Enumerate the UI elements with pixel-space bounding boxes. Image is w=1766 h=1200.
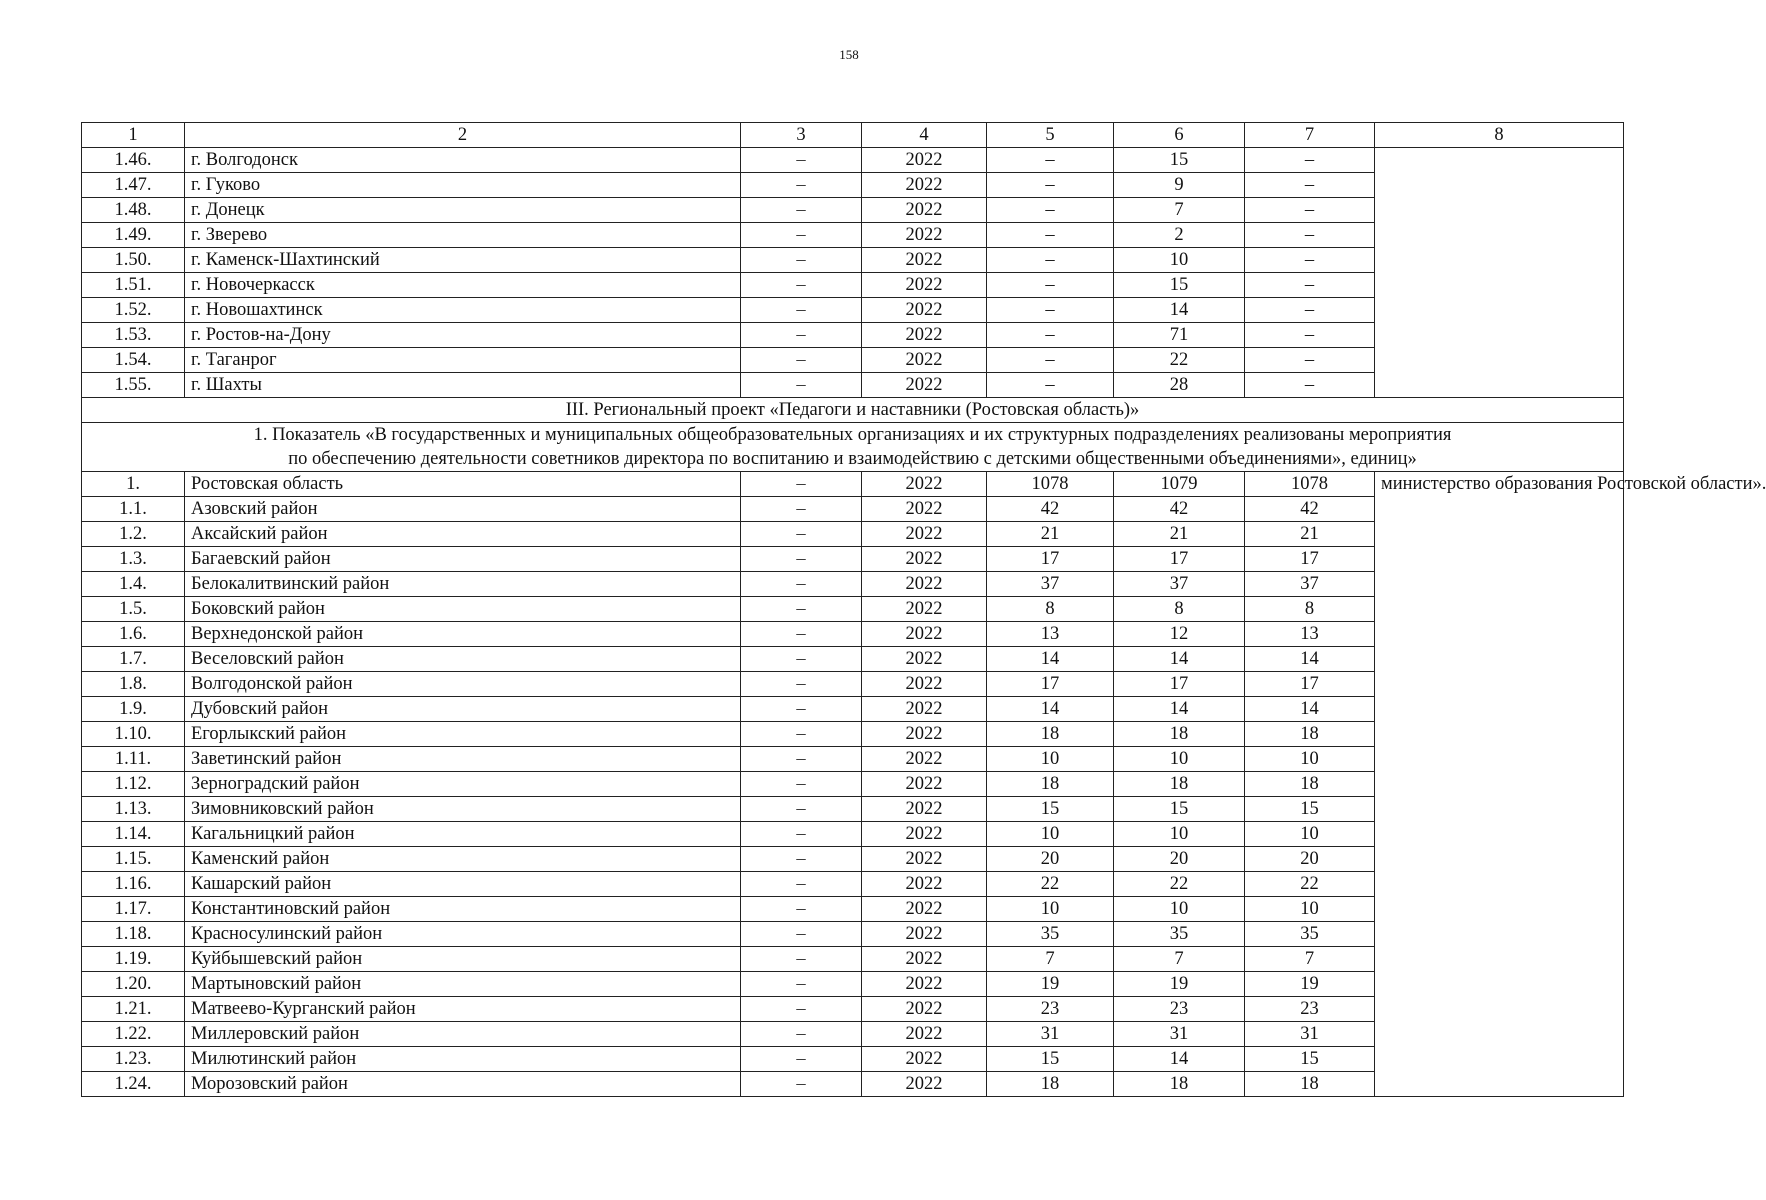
value-col-7-cell: 35 — [1245, 922, 1375, 947]
value-col-3-cell: – — [741, 373, 862, 398]
row-number-cell: 1.11. — [82, 747, 185, 772]
territory-name-cell: г. Шахты — [185, 373, 741, 398]
value-col-3-cell: – — [741, 972, 862, 997]
territory-name-cell: Боковский район — [185, 597, 741, 622]
value-col-6-cell: 37 — [1114, 572, 1245, 597]
value-col-5-cell: – — [987, 223, 1114, 248]
page-number: 158 — [839, 47, 859, 62]
value-col-7-cell: 37 — [1245, 572, 1375, 597]
value-col-5-cell: 21 — [987, 522, 1114, 547]
value-col-5-cell: 42 — [987, 497, 1114, 522]
value-col-6-cell: 28 — [1114, 373, 1245, 398]
row-number-cell: 1.20. — [82, 972, 185, 997]
value-col-5-cell: 10 — [987, 897, 1114, 922]
value-col-7-cell: 42 — [1245, 497, 1375, 522]
value-col-3-cell: – — [741, 497, 862, 522]
territory-name-cell: Кагальницкий район — [185, 822, 741, 847]
value-col-6-cell: 15 — [1114, 273, 1245, 298]
value-col-3-cell: – — [741, 198, 862, 223]
value-col-3-cell: – — [741, 722, 862, 747]
value-col-6-cell: 12 — [1114, 622, 1245, 647]
value-col-5-cell: – — [987, 373, 1114, 398]
territory-name-cell: г. Ростов-на-Дону — [185, 323, 741, 348]
territory-name-cell: Зимовниковский район — [185, 797, 741, 822]
row-number-cell: 1.1. — [82, 497, 185, 522]
year-cell: 2022 — [862, 472, 987, 497]
value-col-3-cell: – — [741, 897, 862, 922]
territory-name-cell: г. Гуково — [185, 173, 741, 198]
value-col-5-cell: 18 — [987, 1072, 1114, 1097]
value-col-5-cell: 14 — [987, 697, 1114, 722]
value-col-5-cell: 19 — [987, 972, 1114, 997]
value-col-6-cell: 8 — [1114, 597, 1245, 622]
value-col-5-cell: 18 — [987, 772, 1114, 797]
row-number-cell: 1.23. — [82, 1047, 185, 1072]
territory-name-cell: Аксайский район — [185, 522, 741, 547]
value-col-3-cell: – — [741, 1022, 862, 1047]
value-col-7-cell: 10 — [1245, 822, 1375, 847]
row-number-cell: 1.5. — [82, 597, 185, 622]
row-number-cell: 1.15. — [82, 847, 185, 872]
territory-name-cell: Веселовский район — [185, 647, 741, 672]
row-number-cell: 1. — [82, 472, 185, 497]
value-col-5-cell: 17 — [987, 672, 1114, 697]
value-col-7-cell: 1078 — [1245, 472, 1375, 497]
value-col-7-cell: 17 — [1245, 672, 1375, 697]
value-col-3-cell: – — [741, 148, 862, 173]
year-cell: 2022 — [862, 148, 987, 173]
territory-name-cell: Зерноградский район — [185, 772, 741, 797]
value-col-6-cell: 7 — [1114, 198, 1245, 223]
value-col-5-cell: 8 — [987, 597, 1114, 622]
value-col-6-cell: 35 — [1114, 922, 1245, 947]
year-cell: 2022 — [862, 547, 987, 572]
territory-name-cell: Куйбышевский район — [185, 947, 741, 972]
value-col-7-cell: 20 — [1245, 847, 1375, 872]
territory-name-cell: Ростовская область — [185, 472, 741, 497]
value-col-3-cell: – — [741, 348, 862, 373]
value-col-7-cell: 8 — [1245, 597, 1375, 622]
section-title: III. Региональный проект «Педагоги и наставники (Ростовская область)» — [82, 398, 1624, 423]
row-number-cell: 1.18. — [82, 922, 185, 947]
value-col-6-cell: 31 — [1114, 1022, 1245, 1047]
value-col-3-cell: – — [741, 797, 862, 822]
value-col-6-cell: 10 — [1114, 248, 1245, 273]
value-col-6-cell: 14 — [1114, 647, 1245, 672]
value-col-6-cell: 1079 — [1114, 472, 1245, 497]
value-col-5-cell: 35 — [987, 922, 1114, 947]
territory-name-cell: г. Новочеркасск — [185, 273, 741, 298]
value-col-6-cell: 14 — [1114, 1047, 1245, 1072]
row-number-cell: 1.8. — [82, 672, 185, 697]
value-col-7-cell: 18 — [1245, 772, 1375, 797]
row-number-cell: 1.52. — [82, 298, 185, 323]
value-col-7-cell: 13 — [1245, 622, 1375, 647]
value-col-6-cell: 10 — [1114, 747, 1245, 772]
value-col-3-cell: – — [741, 273, 862, 298]
territory-name-cell: Матвеево-Курганский район — [185, 997, 741, 1022]
year-cell: 2022 — [862, 622, 987, 647]
value-col-6-cell: 18 — [1114, 772, 1245, 797]
year-cell: 2022 — [862, 822, 987, 847]
value-col-3-cell: – — [741, 173, 862, 198]
value-col-3-cell: – — [741, 522, 862, 547]
year-cell: 2022 — [862, 697, 987, 722]
row-number-cell: 1.17. — [82, 897, 185, 922]
value-col-6-cell: 15 — [1114, 148, 1245, 173]
territory-name-cell: г. Каменск-Шахтинский — [185, 248, 741, 273]
territory-name-cell: г. Волгодонск — [185, 148, 741, 173]
column-number-header: 8 — [1375, 123, 1624, 148]
value-col-6-cell: 17 — [1114, 672, 1245, 697]
value-col-7-cell: 22 — [1245, 872, 1375, 897]
indicator-title-line-2: по обеспечению деятельности советников директора по воспитанию и взаимодействию с детскими общественными объединениями», единиц» — [288, 449, 1417, 469]
value-col-7-cell: 14 — [1245, 697, 1375, 722]
value-col-7-cell: – — [1245, 348, 1375, 373]
value-col-7-cell: 21 — [1245, 522, 1375, 547]
year-cell: 2022 — [862, 922, 987, 947]
value-col-7-cell: – — [1245, 248, 1375, 273]
value-col-5-cell: 37 — [987, 572, 1114, 597]
value-col-6-cell: 18 — [1114, 722, 1245, 747]
value-col-7-cell: – — [1245, 223, 1375, 248]
value-col-3-cell: – — [741, 298, 862, 323]
year-cell: 2022 — [862, 173, 987, 198]
value-col-7-cell: – — [1245, 323, 1375, 348]
value-col-7-cell: – — [1245, 373, 1375, 398]
value-col-7-cell: 15 — [1245, 1047, 1375, 1072]
year-cell: 2022 — [862, 497, 987, 522]
value-col-5-cell: 14 — [987, 647, 1114, 672]
territory-name-cell: Азовский район — [185, 497, 741, 522]
value-col-7-cell: 23 — [1245, 997, 1375, 1022]
row-number-cell: 1.24. — [82, 1072, 185, 1097]
row-number-cell: 1.4. — [82, 572, 185, 597]
year-cell: 2022 — [862, 298, 987, 323]
row-number-cell: 1.55. — [82, 373, 185, 398]
indicator-title-line-1: 1. Показатель «В государственных и муниципальных общеобразовательных организациях и их структурных подразделениях реализованы мероприятия — [253, 425, 1452, 445]
section-row — [82, 398, 1624, 423]
column-number-header: 3 — [741, 123, 862, 148]
row-number-cell: 1.12. — [82, 772, 185, 797]
year-cell: 2022 — [862, 772, 987, 797]
value-col-6-cell: 14 — [1114, 298, 1245, 323]
value-col-3-cell: – — [741, 772, 862, 797]
territory-name-cell: г. Таганрог — [185, 348, 741, 373]
value-col-3-cell: – — [741, 1047, 862, 1072]
row-number-cell: 1.14. — [82, 822, 185, 847]
value-col-6-cell: 19 — [1114, 972, 1245, 997]
value-col-7-cell: – — [1245, 298, 1375, 323]
value-col-3-cell: – — [741, 847, 862, 872]
value-col-5-cell: – — [987, 173, 1114, 198]
value-col-5-cell: – — [987, 273, 1114, 298]
value-col-7-cell: – — [1245, 198, 1375, 223]
value-col-5-cell: 15 — [987, 797, 1114, 822]
row-number-cell: 1.2. — [82, 522, 185, 547]
territory-name-cell: Егорлыкский район — [185, 722, 741, 747]
value-col-6-cell: 18 — [1114, 1072, 1245, 1097]
value-col-5-cell: 10 — [987, 822, 1114, 847]
column-number-header: 6 — [1114, 123, 1245, 148]
territory-name-cell: Кашарский район — [185, 872, 741, 897]
value-col-7-cell: 10 — [1245, 747, 1375, 772]
value-col-6-cell: 22 — [1114, 348, 1245, 373]
value-col-6-cell: 7 — [1114, 947, 1245, 972]
value-col-3-cell: – — [741, 647, 862, 672]
year-cell: 2022 — [862, 1047, 987, 1072]
value-col-3-cell: – — [741, 822, 862, 847]
territory-name-cell: Каменский район — [185, 847, 741, 872]
column-number-header: 2 — [185, 123, 741, 148]
year-cell: 2022 — [862, 972, 987, 997]
territory-name-cell: Дубовский район — [185, 697, 741, 722]
value-col-3-cell: – — [741, 597, 862, 622]
year-cell: 2022 — [862, 672, 987, 697]
indicator-table — [81, 122, 1766, 1097]
value-col-3-cell: – — [741, 572, 862, 597]
row-number-cell: 1.16. — [82, 872, 185, 897]
row-number-cell: 1.53. — [82, 323, 185, 348]
value-col-3-cell: – — [741, 922, 862, 947]
year-cell: 2022 — [862, 947, 987, 972]
column-number-header: 1 — [82, 123, 185, 148]
row-number-cell: 1.46. — [82, 148, 185, 173]
responsible-empty-cell — [1375, 148, 1624, 398]
responsible-authority: министерство образования Ростовской области». — [1375, 472, 1624, 1097]
value-col-7-cell: 18 — [1245, 1072, 1375, 1097]
value-col-5-cell: 17 — [987, 547, 1114, 572]
year-cell: 2022 — [862, 747, 987, 772]
year-cell: 2022 — [862, 1072, 987, 1097]
value-col-7-cell: – — [1245, 273, 1375, 298]
territory-name-cell: Красносулинский район — [185, 922, 741, 947]
column-number-header: 4 — [862, 123, 987, 148]
value-col-7-cell: 18 — [1245, 722, 1375, 747]
year-cell: 2022 — [862, 872, 987, 897]
row-number-cell: 1.50. — [82, 248, 185, 273]
territory-name-cell: г. Донецк — [185, 198, 741, 223]
territory-name-cell: Багаевский район — [185, 547, 741, 572]
header-row — [82, 123, 1624, 148]
row-number-cell: 1.54. — [82, 348, 185, 373]
year-cell: 2022 — [862, 897, 987, 922]
value-col-6-cell: 71 — [1114, 323, 1245, 348]
value-col-5-cell: – — [987, 323, 1114, 348]
territory-name-cell: Волгодонской район — [185, 672, 741, 697]
value-col-3-cell: – — [741, 947, 862, 972]
territory-name-cell: Верхнедонской район — [185, 622, 741, 647]
row-number-cell: 1.10. — [82, 722, 185, 747]
year-cell: 2022 — [862, 248, 987, 273]
value-col-6-cell: 42 — [1114, 497, 1245, 522]
table-row — [82, 472, 1624, 497]
table-row — [82, 148, 1624, 173]
value-col-5-cell: – — [987, 198, 1114, 223]
territory-name-cell: г. Зверево — [185, 223, 741, 248]
value-col-6-cell: 20 — [1114, 847, 1245, 872]
value-col-3-cell: – — [741, 323, 862, 348]
value-col-6-cell: 10 — [1114, 897, 1245, 922]
value-col-7-cell: – — [1245, 173, 1375, 198]
value-col-5-cell: 18 — [987, 722, 1114, 747]
column-number-header: 7 — [1245, 123, 1375, 148]
value-col-3-cell: – — [741, 547, 862, 572]
year-cell: 2022 — [862, 597, 987, 622]
value-col-3-cell: – — [741, 872, 862, 897]
value-col-6-cell: 2 — [1114, 223, 1245, 248]
territory-name-cell: Морозовский район — [185, 1072, 741, 1097]
year-cell: 2022 — [862, 722, 987, 747]
value-col-5-cell: 1078 — [987, 472, 1114, 497]
territory-name-cell: Белокалитвинский район — [185, 572, 741, 597]
year-cell: 2022 — [862, 198, 987, 223]
value-col-3-cell: – — [741, 248, 862, 273]
row-number-cell: 1.9. — [82, 697, 185, 722]
territory-name-cell: Константиновский район — [185, 897, 741, 922]
value-col-7-cell: 14 — [1245, 647, 1375, 672]
value-col-5-cell: 22 — [987, 872, 1114, 897]
year-cell: 2022 — [862, 522, 987, 547]
value-col-5-cell: 7 — [987, 947, 1114, 972]
row-number-cell: 1.51. — [82, 273, 185, 298]
value-col-7-cell: 19 — [1245, 972, 1375, 997]
value-col-3-cell: – — [741, 1072, 862, 1097]
value-col-3-cell: – — [741, 697, 862, 722]
year-cell: 2022 — [862, 572, 987, 597]
value-col-3-cell: – — [741, 997, 862, 1022]
value-col-5-cell: – — [987, 348, 1114, 373]
territory-name-cell: Миллеровский район — [185, 1022, 741, 1047]
value-col-6-cell: 22 — [1114, 872, 1245, 897]
value-col-5-cell: 23 — [987, 997, 1114, 1022]
value-col-3-cell: – — [741, 472, 862, 497]
value-col-7-cell: 31 — [1245, 1022, 1375, 1047]
value-col-3-cell: – — [741, 622, 862, 647]
row-number-cell: 1.19. — [82, 947, 185, 972]
row-number-cell: 1.21. — [82, 997, 185, 1022]
value-col-5-cell: 10 — [987, 747, 1114, 772]
value-col-5-cell: 15 — [987, 1047, 1114, 1072]
row-number-cell: 1.13. — [82, 797, 185, 822]
indicator-title — [82, 423, 1624, 472]
year-cell: 2022 — [862, 1022, 987, 1047]
value-col-6-cell: 23 — [1114, 997, 1245, 1022]
year-cell: 2022 — [862, 273, 987, 298]
row-number-cell: 1.49. — [82, 223, 185, 248]
value-col-7-cell: 15 — [1245, 797, 1375, 822]
row-number-cell: 1.6. — [82, 622, 185, 647]
year-cell: 2022 — [862, 373, 987, 398]
value-col-3-cell: – — [741, 747, 862, 772]
value-col-5-cell: 13 — [987, 622, 1114, 647]
year-cell: 2022 — [862, 997, 987, 1022]
value-col-7-cell: 10 — [1245, 897, 1375, 922]
territory-name-cell: г. Новошахтинск — [185, 298, 741, 323]
row-number-cell: 1.47. — [82, 173, 185, 198]
row-number-cell: 1.48. — [82, 198, 185, 223]
value-col-3-cell: – — [741, 223, 862, 248]
value-col-7-cell: 7 — [1245, 947, 1375, 972]
value-col-6-cell: 9 — [1114, 173, 1245, 198]
row-number-cell: 1.7. — [82, 647, 185, 672]
row-number-cell: 1.3. — [82, 547, 185, 572]
value-col-3-cell: – — [741, 672, 862, 697]
value-col-6-cell: 14 — [1114, 697, 1245, 722]
year-cell: 2022 — [862, 847, 987, 872]
value-col-5-cell: – — [987, 248, 1114, 273]
value-col-6-cell: 17 — [1114, 547, 1245, 572]
value-col-5-cell: 31 — [987, 1022, 1114, 1047]
row-number-cell: 1.22. — [82, 1022, 185, 1047]
year-cell: 2022 — [862, 647, 987, 672]
indicator-row — [82, 423, 1624, 472]
value-col-6-cell: 21 — [1114, 522, 1245, 547]
value-col-5-cell: – — [987, 298, 1114, 323]
column-number-header: 5 — [987, 123, 1114, 148]
year-cell: 2022 — [862, 223, 987, 248]
year-cell: 2022 — [862, 348, 987, 373]
territory-name-cell: Мартыновский район — [185, 972, 741, 997]
value-col-6-cell: 10 — [1114, 822, 1245, 847]
value-col-6-cell: 15 — [1114, 797, 1245, 822]
territory-name-cell: Заветинский район — [185, 747, 741, 772]
value-col-5-cell: 20 — [987, 847, 1114, 872]
territory-name-cell: Милютинский район — [185, 1047, 741, 1072]
value-col-7-cell: – — [1245, 148, 1375, 173]
value-col-7-cell: 17 — [1245, 547, 1375, 572]
year-cell: 2022 — [862, 323, 987, 348]
year-cell: 2022 — [862, 797, 987, 822]
table-body — [82, 123, 1766, 1097]
value-col-5-cell: – — [987, 148, 1114, 173]
